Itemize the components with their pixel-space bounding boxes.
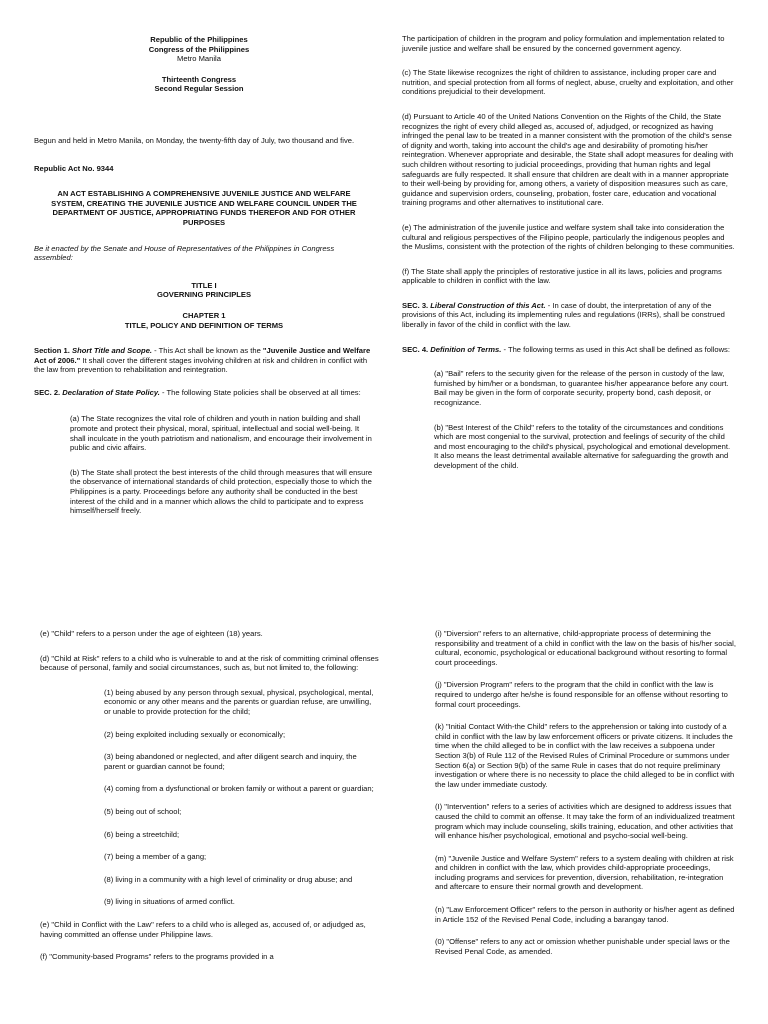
- section-4: [402, 345, 736, 355]
- session-regular: Second Regular Session: [154, 84, 244, 94]
- definition-community-based: (f) "Community-based Programs" refers to the programs provided in a: [40, 952, 274, 962]
- title-heading: [34, 281, 374, 300]
- definition-child-at-risk: (d) "Child at Risk" refers to a child who is vulnerable to and at the risk of committing criminal offenses because of personal, family and social circumstances, such as, but not limited to, the following:: [40, 653, 379, 673]
- title-name: GOVERNING PRINCIPLES: [156, 290, 252, 300]
- page2-left-column: [40, 629, 380, 975]
- risk-item-4: (4) coming from a dysfunctional or broken family or without a parent or guardian;: [104, 784, 374, 794]
- definition-juvenile-justice-system: (m) "Juvenile Justice and Welfare System" refers to a system dealing with children at risk and children in conflict with the law, which provides child-appropriate proceedings, including programs and services for prevention, diversion, rehabilitation, re-integration and aftercare to ensure their normal growth and development.: [435, 853, 734, 892]
- definition-bail: (a) "Bail" refers to the security given for the release of the person in custody of the law, furnished by him/her or a bondsman, to guarantee his/her appearance before any court. Bail may be given in the form of corporate security, property bond, cash deposit, or recognizance.: [434, 369, 729, 408]
- section-2-label: SEC. 2.: [34, 387, 61, 397]
- participation-paragraph: The participation of children in the program and policy formulation and implementation related to juvenile justice and welfare shall be ensured by the concerned government agency.: [402, 34, 725, 53]
- chapter-heading: [34, 311, 374, 330]
- section-3-caption: Liberal Construction of this Act.: [430, 300, 546, 310]
- begun-paragraph: Begun and held in Metro Manila, on Monday, the twenty-fifth day of July, two thousand and five.: [34, 135, 355, 145]
- session-congress: Thirteenth Congress: [161, 74, 237, 84]
- header-metro-manila: Metro Manila: [177, 54, 221, 64]
- section-3-text: - In case of doubt, the interpretation of any of the provisions of this Act, including its implementing rules and regulations (IRRs), shall be construed liberally in favor of the child in conflict with the law.: [402, 300, 725, 330]
- header-republic: Republic of the Philippines: [150, 35, 248, 44]
- definition-law-enforcement-officer: (n) "Law Enforcement Officer" refers to the person in authority or his/her agent as defined in Article 152 of the Revised Penal Code, including a barangay tanod.: [435, 905, 735, 924]
- definition-offense: (0) "Offense" refers to any act or omission whether punishable under special laws or the Revised Penal Code, as amended.: [435, 937, 730, 956]
- section-2-caption: Declaration of State Policy.: [62, 387, 160, 397]
- page1-left-column: [34, 35, 374, 529]
- act-number: Republic Act No. 9344: [34, 163, 114, 173]
- policy-a: (a) The State recognizes the vital role of children and youth in nation building and shall promote and protect their physical, moral, spiritual, intellectual and social well-being. It shall inculcate in the youth patriotism and nationalism, and encourage their involvement in public and civic affairs.: [70, 414, 372, 453]
- definition-best-interest: (b) "Best Interest of the Child" refers to the totality of the circumstances and conditions which are most congenial to the survival, protection and feelings of security of the child and most encouraging to the child's physical, psychological and emotional development. It also means the least detrimental available alternative for safeguarding the growth and development of the child.: [434, 422, 731, 470]
- policy-f: (f) The State shall apply the principles of restorative justice in all its laws, policies and programs applicable to children in conflict with the law.: [402, 266, 722, 286]
- section-4-label: SEC. 4.: [402, 344, 429, 354]
- section-1-caption: Short Title and Scope.: [72, 346, 153, 356]
- definition-child-in-conflict: (e) "Child in Conflict with the Law" refers to a child who is alleged as, accused of, or adjudged as, having committed an offense under Philippine laws.: [40, 919, 366, 939]
- definition-initial-contact: (k) "Initial Contact With-the Child" refers to the apprehension or taking into custody of a child in conflict with the law by law enforcement officers or private citizens. It includes the time when the child alleged to be in conflict with the law receives a subpoena under Section 3(b) of Rule 112 of the Revised Rules of Criminal Procedure or summons under Section 6(a) or Section 9(b) of the same Rule in cases that do not require preliminary investigation or where there is no necessity to place the child alleged to be in conflict with the law under immediate custody.: [435, 722, 735, 789]
- section-1: [34, 346, 374, 375]
- definition-diversion: (i) "Diversion" refers to an alternative, child-appropriate process of determining the responsibility and treatment of a child in conflict with the law on the basis of his/her social, cultural, economic, psychological or educational background without resorting to formal court proceedings.: [435, 629, 736, 667]
- section-4-text: - The following terms as used in this Act shall be defined as follows:: [501, 344, 730, 354]
- session-header: [24, 75, 374, 94]
- risk-item-3: (3) being abandoned or neglected, and after diligent search and inquiry, the parent or guardian cannot be found;: [104, 752, 357, 771]
- section-3-label: SEC. 3.: [402, 300, 429, 310]
- page2-right-column: [407, 629, 737, 969]
- title-number: TITLE I: [191, 280, 217, 290]
- republic-header: [24, 35, 374, 64]
- definition-intervention: (I) "Intervention" refers to a series of activities which are designed to address issues that caused the child to commit an offense. It may take the form of an individualized treatment program which may include counseling, skills training, education, and other activities that will enhance his/her psychological, emotional and psycho-social well-being.: [435, 802, 735, 841]
- risk-item-9: (9) living in situations of armed conflict.: [104, 897, 235, 907]
- header-congress: Congress of the Philippines: [148, 44, 250, 54]
- document-page-2: [0, 600, 768, 1024]
- section-1-text-a: - This Act shall be known as the: [152, 346, 263, 356]
- section-2: [34, 388, 374, 398]
- risk-item-5: (5) being out of school;: [104, 806, 182, 816]
- policy-e: (e) The administration of the juvenile justice and welfare system shall take into consideration the cultural and religious perspectives of the Filipino people, particularly the indigenous peoples and the Muslims, consistent with the protection of the rights of children belonging to these communities.: [402, 222, 735, 252]
- policy-c: (c) The State likewise recognizes the right of children to assistance, including proper care and nutrition, and special protection from all forms of neglect, abuse, cruelty and exploitation, and other conditions prejudicial to their development.: [402, 68, 734, 97]
- chapter-name: TITLE, POLICY AND DEFINITION OF TERMS: [124, 320, 284, 330]
- section-1-label: Section 1.: [34, 346, 70, 356]
- policy-d: (d) Pursuant to Article 40 of the United Nations Convention on the Rights of the Child, the State recognizes the right of every child alleged as, accused of, adjudged, or recognized as having infringed the penal law to be treated in a manner consistent with the promotion of the child's sense of dignity and worth, taking into account the child's age and desirability of promoting his/her reintegration. Whenever appropriate and desirable, the State shall adopt measures for dealing with such children without resorting to judicial proceedings, providing that human rights and legal safeguards are fully respected. It shall ensure that children are dealt with in a manner appropriate to their well-being by providing for, among others, a variety of disposition measures such as care, guidance and supervision orders, counseling, probation, foster care, education and vocational training programs and other alternatives to institutional care.: [402, 111, 734, 208]
- risk-item-2: (2) being exploited including sexually or economically;: [104, 729, 286, 739]
- risk-item-6: (6) being a streetchild;: [104, 829, 180, 839]
- page1-right-column: [402, 34, 736, 484]
- risk-item-8: (8) living in a community with a high level of criminality or drug abuse; and: [104, 874, 353, 884]
- section-2-text: - The following State policies shall be observed at all times:: [159, 387, 361, 397]
- policy-b: (b) The State shall protect the best interests of the child through measures that will ensure the observance of international standards of child protection, especially those to which the Philippines is a party. Proceedings before any authority shall be conducted in the best interest of the child and in a manner which allows the child to participate and to express himself/herself freely.: [70, 467, 373, 516]
- section-1-text-b: It shall cover the different stages involving children at risk and children in conflict with the law from prevention to rehabilitation and reintegration.: [34, 355, 368, 375]
- section-1-short-title: "Juvenile Justice and Welfare Act of 2006.": [34, 346, 371, 365]
- section-3: [402, 301, 736, 330]
- definition-diversion-program: (j) "Diversion Program" refers to the program that the child in conflict with the law is required to undergo after he/she is found responsible for an offense without resorting to formal court proceedings.: [435, 680, 728, 709]
- risk-item-7: (7) being a member of a gang;: [104, 852, 207, 862]
- section-4-caption: Definition of Terms.: [430, 344, 502, 354]
- risk-item-1: (1) being abused by any person through sexual, physical, psychological, mental, economic or any other means and the parents or guardian refuse, are unwilling, or unable to provide protection for the child;: [104, 687, 374, 716]
- enacting-clause: Be it enacted by the Senate and House of Representatives of the Philippines in Congress assembled:: [34, 243, 335, 263]
- chapter-number: CHAPTER 1: [182, 310, 226, 320]
- definition-child: (e) "Child" refers to a person under the age of eighteen (18) years.: [40, 629, 263, 638]
- act-title: AN ACT ESTABLISHING A COMPREHENSIVE JUVENILE JUSTICE AND WELFARE SYSTEM, CREATING THE JUVENILE JUSTICE AND WELFARE COUNCIL UNDER THE DEPARTMENT OF JUSTICE, APPROPRIATING FUNDS THEREFOR AND FOR OTHER PURPOSES: [51, 189, 357, 227]
